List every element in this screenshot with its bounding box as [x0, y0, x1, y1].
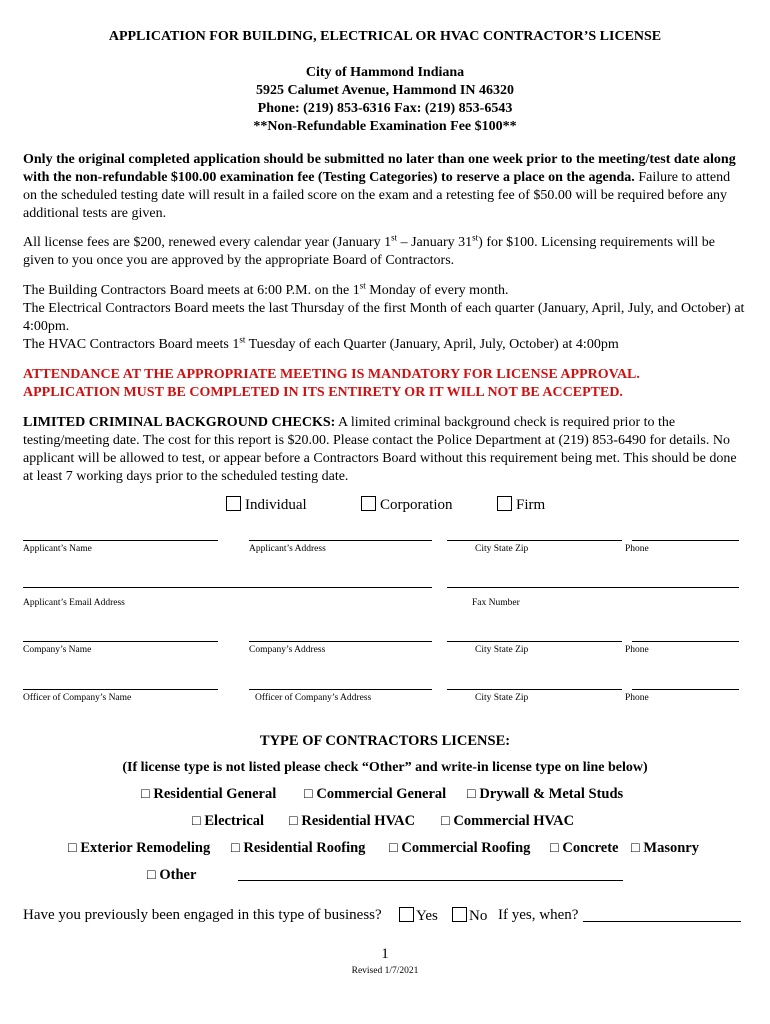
other-label: Other [159, 867, 197, 883]
firm-checkbox[interactable] [497, 496, 512, 511]
masonry-option[interactable]: □ Masonry [631, 840, 699, 856]
background-check-text: A limited criminal background check is required prior to the testing/meeting date. The cost for this report is $20.00. Please contact the Police Department at (219) 853-6490 for details. No applicant will be allowed to test, or appear before a Contractors Board without this requirement being met. This should be done at least 7 working days prior to the scheduled testing date. [23, 415, 737, 484]
corporation-checkbox[interactable] [361, 496, 376, 511]
no-checkbox[interactable] [452, 907, 467, 922]
previous-question-text: Have you previously been engaged in this type of business? [23, 907, 382, 923]
firm-label: Firm [516, 497, 546, 513]
fax-label: Fax Number [472, 598, 520, 608]
email-line[interactable] [23, 587, 432, 588]
fees-text-1: All license fees are $200, renewed every calendar year (January 1 [23, 235, 392, 250]
hvac-board-schedule [23, 336, 745, 354]
applicant-address-line[interactable] [249, 540, 432, 541]
masonry-label: Masonry [643, 840, 699, 856]
concrete-option[interactable]: □ Concrete [550, 840, 619, 856]
corporation-label: Corporation [380, 497, 453, 513]
officer-phone-line[interactable] [632, 689, 739, 690]
electrical-board-schedule: The Electrical Contractors Board meets the last Thursday of the first Month of each quarter (January, April, July, and October) at 4:00pm. [23, 301, 745, 334]
commercial-hvac-option[interactable]: □ Commercial HVAC [441, 813, 575, 829]
commercial-roofing-option[interactable]: □ Commercial Roofing [389, 840, 531, 856]
no-option[interactable] [452, 907, 487, 925]
concrete-label: Concrete [562, 840, 619, 856]
company-address-line[interactable] [249, 641, 432, 642]
fees-sup-2: st [472, 232, 479, 243]
officer-phone-label: Phone [625, 693, 649, 703]
revised-date: Revised 1/7/2021 [351, 966, 419, 976]
email-label: Applicant’s Email Address [23, 598, 125, 608]
page-number: 1 [381, 946, 389, 962]
previous-business-question [23, 907, 382, 924]
building-text-1: The Building Contractors Board meets at 6:00 P.M. on the 1 [23, 283, 360, 298]
license-section-title: TYPE OF CONTRACTORS LICENSE: [259, 733, 511, 749]
individual-checkbox[interactable] [226, 496, 241, 511]
applicant-name-line[interactable] [23, 540, 218, 541]
license-section-subtitle: (If license type is not listed please check “Other” and write-in license type on line below) [122, 760, 648, 775]
intro-bold-text: Only the original completed application should be submitted no later than one week prior to the meeting/test date along with the non-refundable $100.00 examination fee (Testing Categories) to reserve a place on the agenda. [23, 152, 736, 185]
if-yes-when-label: If yes, when? [498, 907, 579, 923]
intro-paragraph [23, 151, 745, 223]
commercial-general-label: Commercial General [316, 786, 447, 802]
officer-address-label: Officer of Company’s Address [255, 693, 372, 703]
applicant-phone-label: Phone [625, 544, 649, 554]
commercial-roofing-label: Commercial Roofing [401, 840, 531, 856]
fees-text-2: – January 31 [397, 235, 473, 250]
city-name: City of Hammond Indiana [305, 65, 465, 80]
intro-normal-text: Failure to attend on the scheduled testing date will result in a failed score on the exam and a retesting fee of $50.00 will be required before any additional tests are given. [23, 170, 731, 221]
company-address-label: Company’s Address [249, 645, 326, 655]
fees-sup-1: st [391, 232, 398, 243]
drywall-option[interactable]: □ Drywall & Metal Studs [467, 786, 624, 802]
license-fees-paragraph [23, 234, 745, 270]
electrical-label: Electrical [204, 813, 264, 829]
background-check-heading: LIMITED CRIMINAL BACKGROUND CHECKS: [23, 415, 336, 430]
yes-option[interactable] [399, 907, 438, 925]
if-yes-when-line[interactable] [583, 921, 741, 922]
residential-general-option[interactable]: □ Residential General [141, 786, 277, 802]
corporation-option[interactable] [361, 496, 453, 514]
yes-label: Yes [416, 908, 438, 924]
residential-hvac-option[interactable]: □ Residential HVAC [289, 813, 416, 829]
applicant-name-label: Applicant’s Name [23, 544, 92, 554]
attendance-warning: ATTENDANCE AT THE APPROPRIATE MEETING IS MANDATORY FOR LICENSE APPROVAL. [23, 367, 640, 382]
company-city-label: City State Zip [475, 645, 529, 655]
residential-roofing-label: Residential Roofing [243, 840, 366, 856]
fees-text-3: ) for $100. Licensing requirements will be given to you once you are approved by the appropriate Board of Contractors. [23, 235, 715, 268]
officer-city-label: City State Zip [475, 693, 529, 703]
form-title: APPLICATION FOR BUILDING, ELECTRICAL OR HVAC CONTRACTOR’S LICENSE [108, 29, 662, 44]
background-check-paragraph [23, 414, 745, 486]
officer-name-line[interactable] [23, 689, 218, 690]
no-label: No [469, 908, 488, 924]
exam-fee-note: **Non-Refundable Examination Fee $100** [253, 119, 517, 134]
firm-option[interactable] [497, 496, 545, 514]
hvac-sup: st [239, 334, 246, 345]
officer-city-line[interactable] [447, 689, 622, 690]
individual-label: Individual [245, 497, 307, 513]
exterior-remodeling-option[interactable]: □ Exterior Remodeling [68, 840, 211, 856]
hvac-text-1: The HVAC Contractors Board meets 1 [23, 337, 240, 352]
hvac-text-2: Tuesday of each Quarter (January, April, July, October) at 4:00pm [245, 337, 619, 352]
residential-roofing-option[interactable]: □ Residential Roofing [231, 840, 366, 856]
drywall-label: Drywall & Metal Studs [479, 786, 624, 802]
other-writein-line[interactable] [238, 880, 623, 881]
city-phone-fax: Phone: (219) 853-6316 Fax: (219) 853-6543 [257, 101, 513, 116]
building-text-2: Monday of every month. [365, 283, 509, 298]
company-name-line[interactable] [23, 641, 218, 642]
company-phone-line[interactable] [632, 641, 739, 642]
individual-option[interactable] [226, 496, 307, 514]
applicant-city-label: City State Zip [475, 544, 529, 554]
company-city-line[interactable] [447, 641, 622, 642]
applicant-phone-line[interactable] [632, 540, 739, 541]
residential-general-label: Residential General [153, 786, 277, 802]
officer-address-line[interactable] [249, 689, 432, 690]
officer-name-label: Officer of Company’s Name [23, 693, 132, 703]
applicant-address-label: Applicant’s Address [249, 544, 326, 554]
commercial-general-option[interactable]: □ Commercial General [304, 786, 447, 802]
electrical-option[interactable]: □ Electrical [192, 813, 264, 829]
building-board-schedule [23, 282, 745, 300]
meetings-paragraph [23, 282, 745, 354]
company-phone-label: Phone [625, 645, 649, 655]
residential-hvac-label: Residential HVAC [301, 813, 416, 829]
other-option[interactable]: □ Other [147, 867, 197, 883]
yes-checkbox[interactable] [399, 907, 414, 922]
city-address: 5925 Calumet Avenue, Hammond IN 46320 [256, 83, 514, 98]
fax-line[interactable] [447, 587, 739, 588]
completion-warning: APPLICATION MUST BE COMPLETED IN ITS ENTIRETY OR IT WILL NOT BE ACCEPTED. [23, 385, 623, 400]
applicant-city-line[interactable] [447, 540, 622, 541]
company-name-label: Company’s Name [23, 645, 92, 655]
exterior-remodeling-label: Exterior Remodeling [80, 840, 211, 856]
building-sup: st [359, 280, 366, 291]
commercial-hvac-label: Commercial HVAC [453, 813, 575, 829]
